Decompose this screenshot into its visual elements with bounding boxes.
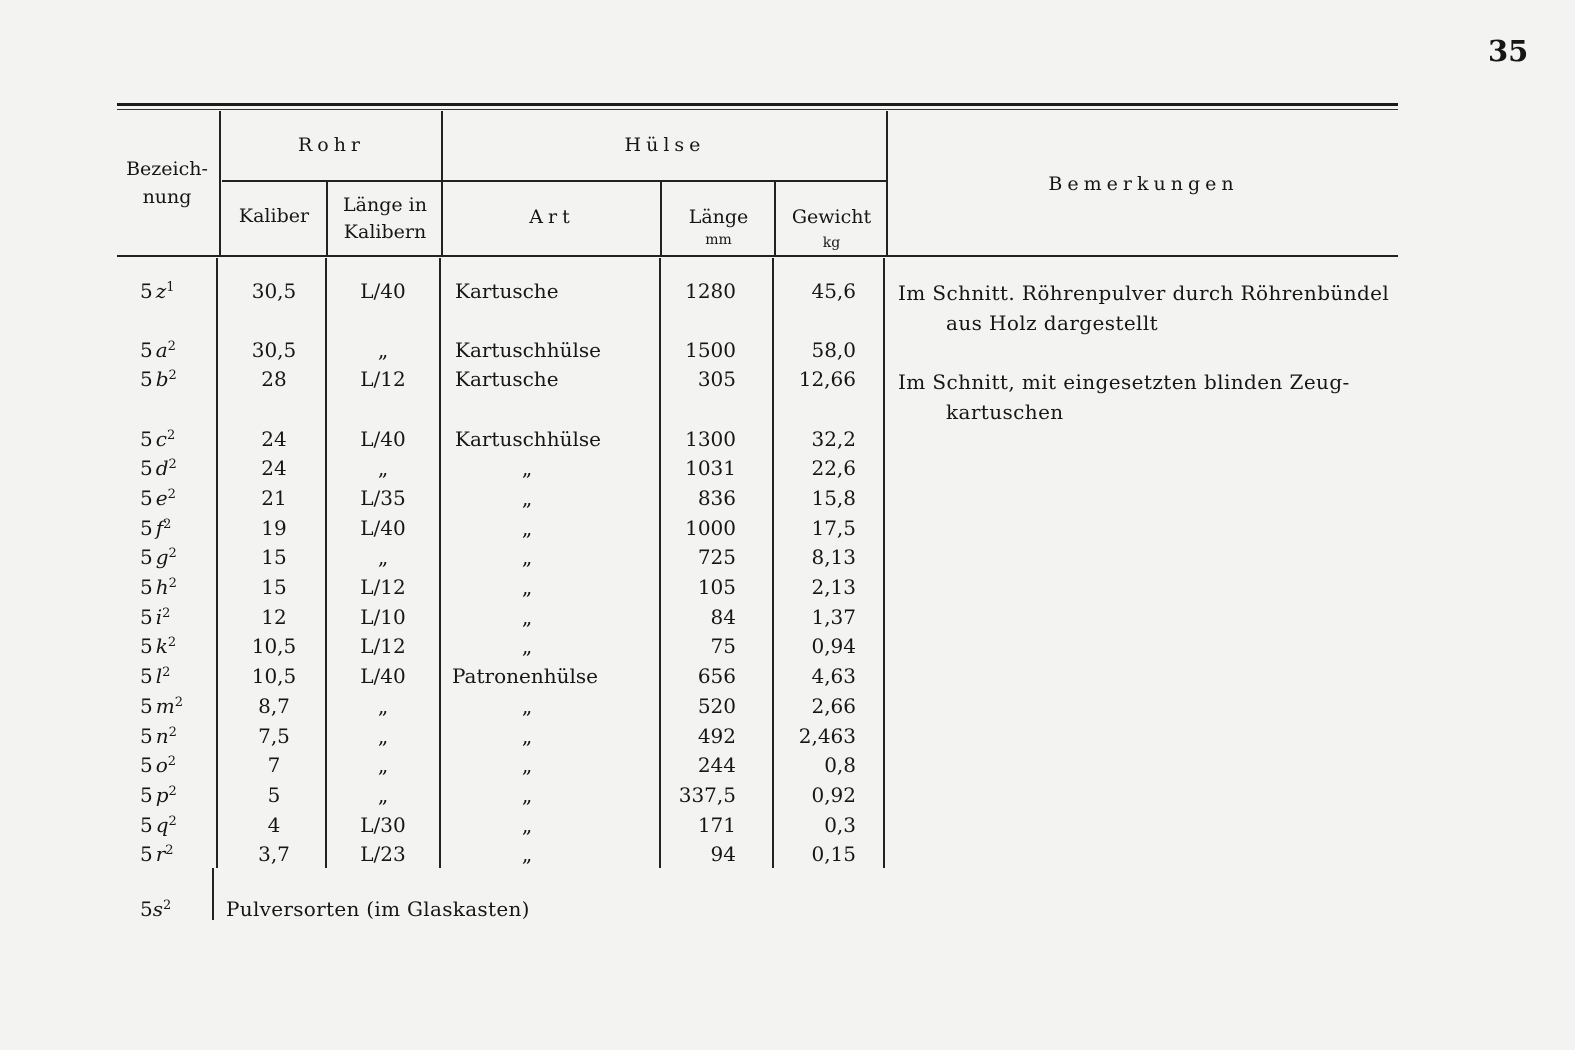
header-divider (660, 182, 662, 255)
designation-prefix: 5 (140, 279, 153, 303)
row-laenge: 84 (710, 605, 736, 629)
row-gewicht: 32,2 (811, 427, 856, 451)
designation-prefix: 5 (140, 634, 153, 658)
row-art: Kartusche (455, 279, 559, 303)
header-bottom-rule (117, 255, 1398, 257)
row-designation (140, 455, 212, 481)
header-bezeichnung-line2: nung (142, 186, 192, 208)
row-designation (140, 515, 212, 541)
row-gewicht: 12,66 (798, 367, 856, 391)
row-gewicht: 17,5 (811, 516, 856, 540)
row-designation (140, 426, 212, 452)
row-laenge: 94 (710, 842, 736, 866)
designation-prefix: 5 (140, 783, 153, 807)
row-gewicht: 2,463 (798, 724, 856, 748)
row-laenge-kalibern: „ (377, 783, 389, 807)
row-laenge-kalibern: L/23 (360, 842, 406, 866)
row-art: Kartuschhülse (455, 338, 601, 362)
designation-sup: 2 (165, 843, 174, 858)
row-kaliber: 15 (261, 545, 287, 569)
row-laenge-kalibern: L/40 (360, 427, 406, 451)
header-laenge-unit: mm (705, 232, 732, 248)
designation-prefix: 5 (140, 456, 153, 480)
column-divider (212, 868, 214, 920)
designation-sup: 2 (168, 814, 177, 829)
row-gewicht: 45,6 (811, 279, 856, 303)
row-art: „ (521, 724, 533, 748)
designation-sup: 2 (168, 368, 177, 383)
designation-letter: o (155, 753, 168, 777)
column-divider (772, 258, 774, 868)
row-gewicht: 0,92 (811, 783, 856, 807)
row-art: Patronenhülse (452, 664, 598, 688)
row-kaliber: 7,5 (258, 724, 290, 748)
row-kaliber: 21 (261, 486, 287, 510)
row-kaliber: 5 (267, 783, 281, 807)
header-bemerkungen: Bemerkungen (1048, 173, 1239, 195)
row-kaliber: 4 (267, 813, 281, 837)
row-laenge-kalibern: L/10 (360, 605, 406, 629)
row-gewicht: 0,94 (811, 634, 856, 658)
row-designation (140, 812, 212, 838)
row-laenge-kalibern: „ (377, 753, 389, 777)
row-kaliber: 24 (261, 427, 287, 451)
row-designation (140, 633, 212, 659)
designation-sup: 1 (166, 280, 175, 295)
designation-letter: f (155, 516, 164, 540)
designation-prefix: 5 (140, 842, 153, 866)
header-kaliber: Kaliber (238, 205, 310, 227)
row-designation (140, 604, 212, 630)
row-laenge: 725 (697, 545, 736, 569)
row-gewicht: 2,66 (811, 694, 856, 718)
designation-letter: i (155, 605, 163, 629)
header-art: Art (529, 206, 575, 228)
header-huelse: Hülse (624, 134, 706, 156)
row-gewicht: 2,13 (811, 575, 856, 599)
row-laenge-kalibern: „ (377, 338, 389, 362)
note-b2-line2: kartuschen (946, 400, 1064, 424)
row-laenge: 171 (697, 813, 736, 837)
row-kaliber: 28 (261, 367, 287, 391)
designation-letter: l (155, 664, 163, 688)
row-kaliber: 8,7 (258, 694, 290, 718)
row-kaliber: 19 (261, 516, 287, 540)
header-divider (774, 182, 776, 255)
designation-sup: 2 (162, 665, 171, 680)
designation-letter: d (155, 456, 169, 480)
top-rule-thin (117, 109, 1398, 110)
designation-prefix: 5 (140, 367, 153, 391)
header-divider (326, 182, 328, 255)
note-z1-line2: aus Holz dargestellt (946, 311, 1159, 335)
designation-prefix: 5 (140, 694, 153, 718)
row-laenge-kalibern: L/12 (360, 575, 406, 599)
designation-letter: z (155, 279, 167, 303)
row-laenge-kalibern: L/35 (360, 486, 406, 510)
designation-prefix: 5 (140, 897, 153, 921)
row-laenge-kalibern: „ (377, 694, 389, 718)
row-laenge-kalibern: L/12 (360, 367, 406, 391)
row-designation (140, 337, 212, 363)
row-laenge-kalibern: L/40 (360, 279, 406, 303)
designation-prefix: 5 (140, 605, 153, 629)
designation-sup: 2 (168, 725, 177, 740)
row-laenge: 75 (710, 634, 736, 658)
row-laenge: 656 (697, 664, 736, 688)
row-laenge-kalibern: „ (377, 545, 389, 569)
header-laenge: Länge (688, 206, 749, 228)
footer-designation (140, 896, 171, 922)
row-kaliber: 3,7 (258, 842, 290, 866)
row-laenge: 1280 (685, 279, 736, 303)
designation-sup: 2 (167, 487, 176, 502)
header-divider (441, 111, 443, 255)
header-laenge-kalibern-line1: Länge in (343, 194, 427, 216)
designation-letter: e (155, 486, 168, 510)
row-art: „ (521, 516, 533, 540)
row-laenge-kalibern: „ (377, 456, 389, 480)
designation-sup: 2 (167, 754, 177, 769)
row-gewicht: 22,6 (811, 456, 856, 480)
header-rohr: Rohr (297, 134, 366, 156)
row-designation (140, 782, 212, 808)
row-art: „ (521, 575, 533, 599)
row-designation (140, 278, 212, 304)
designation-letter: h (155, 575, 169, 599)
row-art: Kartusche (455, 367, 559, 391)
designation-letter: a (155, 338, 168, 362)
row-kaliber: 30,5 (251, 279, 297, 303)
row-laenge: 244 (697, 753, 736, 777)
row-gewicht: 0,3 (824, 813, 856, 837)
row-laenge: 1500 (685, 338, 736, 362)
designation-prefix: 5 (140, 753, 153, 777)
row-designation (140, 841, 212, 867)
row-art: „ (521, 753, 533, 777)
designation-letter: q (155, 813, 169, 837)
designation-letter: k (155, 634, 168, 658)
row-art: „ (521, 813, 533, 837)
header-divider (886, 111, 888, 255)
row-laenge: 520 (697, 694, 736, 718)
designation-letter: p (155, 783, 169, 807)
row-laenge: 1300 (685, 427, 736, 451)
designation-prefix: 5 (140, 545, 153, 569)
row-gewicht: 0,8 (824, 753, 856, 777)
row-laenge: 305 (697, 367, 736, 391)
designation-prefix: 5 (140, 724, 153, 748)
row-art: „ (521, 783, 533, 807)
subheader-rule (222, 180, 887, 182)
designation-sup: 2 (168, 576, 177, 591)
column-divider (883, 258, 885, 868)
row-laenge-kalibern: „ (377, 724, 389, 748)
row-kaliber: 24 (261, 456, 287, 480)
designation-letter: c (155, 427, 167, 451)
row-kaliber: 10,5 (251, 664, 297, 688)
row-laenge: 337,5 (678, 783, 736, 807)
row-laenge-kalibern: L/40 (360, 516, 406, 540)
column-divider (325, 258, 327, 868)
designation-letter: n (155, 724, 169, 748)
row-art: Kartuschhülse (455, 427, 601, 451)
row-laenge-kalibern: L/40 (360, 664, 406, 688)
row-art: „ (521, 456, 533, 480)
footer-text: Pulversorten (im Glaskasten) (226, 897, 530, 921)
column-divider (216, 258, 218, 868)
row-designation (140, 544, 212, 570)
header-bezeichnung (117, 156, 217, 210)
designation-letter: b (155, 367, 169, 391)
top-rule (117, 103, 1398, 106)
row-designation (140, 663, 212, 689)
row-gewicht: 15,8 (811, 486, 856, 510)
row-laenge: 836 (697, 486, 736, 510)
row-laenge-kalibern: L/12 (360, 634, 406, 658)
row-laenge: 492 (697, 724, 736, 748)
row-designation (140, 723, 212, 749)
designation-prefix: 5 (140, 516, 153, 540)
row-kaliber: 15 (261, 575, 287, 599)
header-divider (219, 111, 221, 255)
row-art: „ (521, 486, 533, 510)
designation-sup: 2 (162, 606, 171, 621)
note-z1-line1: Im Schnitt. Röhrenpulver durch Röhrenbündel (898, 281, 1390, 305)
designation-letter: s (152, 897, 163, 921)
designation-letter: r (155, 842, 166, 866)
column-divider (439, 258, 441, 868)
designation-sup: 2 (168, 546, 177, 561)
column-divider (659, 258, 661, 868)
row-kaliber: 10,5 (251, 634, 297, 658)
row-designation (140, 366, 212, 392)
row-art: „ (521, 545, 533, 569)
row-laenge-kalibern: L/30 (360, 813, 406, 837)
designation-prefix: 5 (140, 813, 153, 837)
designation-sup: 2 (168, 457, 177, 472)
designation-sup: 2 (163, 898, 172, 913)
row-designation (140, 752, 212, 778)
designation-prefix: 5 (140, 427, 153, 451)
row-gewicht: 8,13 (811, 545, 856, 569)
header-gewicht-unit: kg (822, 235, 841, 251)
row-kaliber: 30,5 (251, 338, 297, 362)
row-gewicht: 1,37 (811, 605, 856, 629)
designation-letter: m (155, 694, 175, 718)
row-designation (140, 485, 212, 511)
row-art: „ (521, 605, 533, 629)
note-b2-line1: Im Schnitt, mit eingesetzten blinden Zeug- (898, 370, 1350, 394)
page-number: 35 (1488, 34, 1529, 68)
designation-sup: 2 (167, 635, 177, 650)
designation-sup: 2 (168, 784, 177, 799)
row-kaliber: 12 (261, 605, 287, 629)
designation-prefix: 5 (140, 575, 153, 599)
designation-sup: 2 (163, 517, 172, 532)
row-art: „ (521, 842, 533, 866)
header-gewicht: Gewicht (791, 206, 872, 228)
row-gewicht: 58,0 (811, 338, 856, 362)
designation-sup: 2 (167, 339, 176, 354)
row-laenge: 105 (697, 575, 736, 599)
row-designation (140, 693, 212, 719)
designation-sup: 2 (174, 695, 183, 710)
designation-prefix: 5 (140, 338, 153, 362)
header-laenge-kalibern-line2: Kalibern (343, 221, 427, 243)
row-art: „ (521, 634, 533, 658)
row-gewicht: 0,15 (811, 842, 856, 866)
row-laenge: 1000 (685, 516, 736, 540)
header-bezeichnung-line1: Bezeich- (126, 158, 208, 180)
designation-letter: g (155, 545, 169, 569)
designation-prefix: 5 (140, 486, 153, 510)
row-kaliber: 7 (267, 753, 281, 777)
row-gewicht: 4,63 (811, 664, 856, 688)
row-art: „ (521, 694, 533, 718)
row-designation (140, 574, 212, 600)
designation-prefix: 5 (140, 664, 153, 688)
header-laenge-kalibern (329, 192, 441, 246)
row-laenge: 1031 (685, 456, 736, 480)
designation-sup: 2 (166, 428, 176, 443)
